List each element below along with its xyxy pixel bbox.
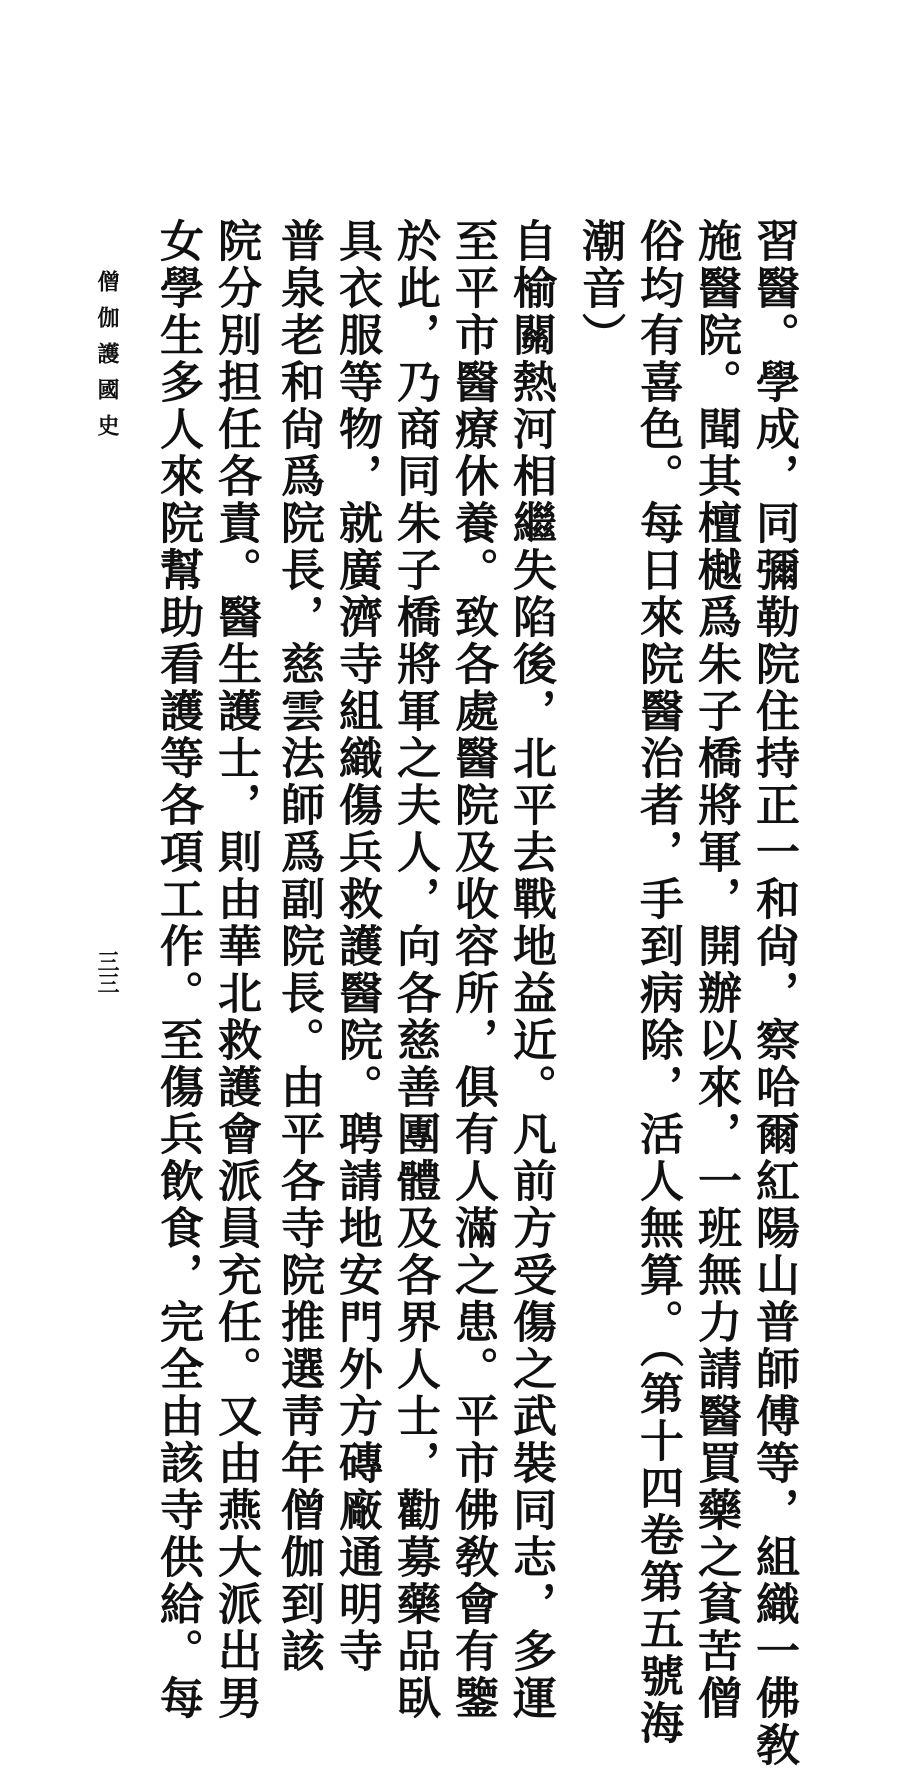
text-column-4: 潮音） xyxy=(574,218,625,359)
page-number: 三三 xyxy=(94,950,120,994)
text-column-9: 普泉老和尙爲院長，慈雲法師爲副院長。由平各寺院推選靑年僧伽到該 xyxy=(273,218,324,1675)
text-column-10: 院分別担任各責。醫生護士，則由華北救護會派員充任。又由燕大派出男 xyxy=(210,218,261,1722)
text-column-5: 自榆關熱河相繼失陷後，北平去戰地益近。凡前方受傷之武裝同志，多運 xyxy=(505,218,556,1722)
text-column-6: 至平市醫療休養。致各處醫院及收容所，俱有人滿之患。平市佛敎會有鑒 xyxy=(447,218,498,1722)
text-column-2: 施醫院。聞其檀樾爲朱子橋將軍，開辦以來，一班無力請醫買藥之貧苦僧 xyxy=(690,218,741,1722)
text-column-1: 習醫。學成，同彌勒院住持正一和尙，察哈爾紅陽山普師傅等，組織一佛敎 xyxy=(748,218,799,1769)
running-title: 僧伽護國史 xyxy=(94,270,120,450)
text-column-11: 女學生多人來院幫助看護等各項工作。至傷兵飲食，完全由該寺供給。每 xyxy=(152,218,203,1722)
text-column-8: 具衣服等物，就廣濟寺組織傷兵救護醫院。聘請地安門外方磚廠通明寺 xyxy=(331,218,382,1675)
text-column-3: 俗均有喜色。每日來院醫治者，手到病除，活人無算。（第十四卷第五號海 xyxy=(632,218,683,1747)
text-column-7: 於此，乃商同朱子橋將軍之夫人，向各慈善團體及各界人士，勸募藥品臥 xyxy=(389,218,440,1722)
